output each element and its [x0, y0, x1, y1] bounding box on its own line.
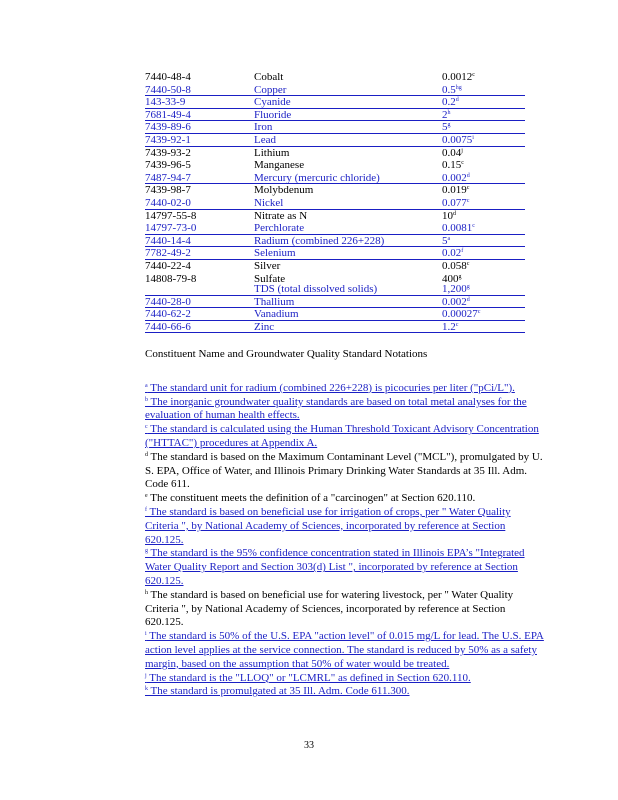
table-row: [145, 210, 525, 223]
standard-value: [442, 84, 462, 97]
cas-number: 143-33-9: [145, 96, 186, 109]
cas-number: 7439-89-6: [145, 121, 191, 134]
cas-number: 7439-96-5: [145, 159, 191, 172]
notation-mark: c: [472, 223, 475, 230]
standard-value: [442, 210, 456, 223]
cas-number: 14797-73-0: [145, 222, 197, 235]
constituent-name: Silver: [254, 259, 281, 272]
standard-value-text: 2: [442, 108, 448, 121]
standard-value: [442, 184, 469, 197]
standard-value-text: 0.15: [442, 159, 462, 172]
footnote-text: The standard is 50% of the U.S. EPA "action level" of 0.015 mg/L for lead. The U.S. EPA action level applies at the service connection. The standard is reduced by 50% as a safety margin, based on the assumption that 50% of water would be treated.: [145, 630, 544, 670]
table-row: [145, 260, 525, 273]
footnote: [145, 630, 545, 671]
footnote-mark: d: [145, 451, 148, 458]
footnote: [145, 451, 545, 492]
notation-mark: g: [458, 273, 462, 280]
footnote: [145, 589, 545, 630]
standard-value-text: 0.002: [442, 295, 467, 308]
standard-value: [442, 235, 450, 248]
table-row: [145, 84, 525, 97]
notation-mark: h: [447, 109, 451, 116]
cas-number: 7439-93-2: [145, 146, 191, 159]
standard-value: [442, 71, 475, 84]
notation-mark: d: [466, 172, 470, 179]
notation-mark: c: [466, 197, 470, 204]
constituent-name: Vanadium: [254, 308, 299, 321]
footnote: [145, 396, 545, 424]
standard-value-text: 0.002: [442, 171, 467, 184]
footnote-text: The constituent meets the definition of a "carcinogen" at Section 620.110.: [147, 492, 476, 505]
footnote: [145, 547, 545, 588]
cas-number: 14797-55-8: [145, 209, 197, 222]
standard-value-text: 1,200: [442, 283, 467, 296]
footnote-mark: g: [145, 548, 148, 555]
standard-value-text: 0.2: [442, 96, 456, 109]
standard-value: [442, 134, 474, 147]
cas-number: 7681-49-4: [145, 108, 191, 121]
table-row: [145, 184, 525, 197]
footnote-text: The standard is based on the Maximum Contaminant Level ("MCL"), promulgated by U. S. EPA, Office of Water, and Illinois Primary Drinking Water Standards at 35 Ill. Adm. Code 611.: [145, 450, 543, 491]
constituent-name: Manganese: [254, 159, 305, 172]
standard-value-text: 5: [442, 121, 448, 134]
footnote-text: The standard is the 95% confidence concentration stated in Illinois EPA’s "Integrated Water Quality Report and Section 303(d) List ", incorporated by reference at Section 620.125.: [145, 547, 525, 587]
constituent-name: Lithium: [254, 146, 290, 159]
standard-value-text: 0.0012: [442, 71, 473, 83]
notation-mark: d: [453, 210, 456, 217]
constituent-name: TDS (total dissolved solids): [254, 283, 378, 296]
notation-mark: i: [472, 134, 474, 141]
table-row: [145, 197, 525, 210]
standard-value-text: 0.0081: [442, 222, 473, 235]
notation-mark: g: [447, 122, 451, 129]
standard-value-text: 0.0075: [442, 133, 473, 146]
table-row: [145, 296, 525, 309]
constituent-name: Nitrate as N: [254, 209, 308, 222]
footnote-mark: j: [145, 672, 147, 679]
footnote-mark: c: [145, 424, 148, 431]
standard-value: [442, 260, 469, 273]
standard-value-text: 0.058: [442, 259, 467, 272]
footnote-mark: h: [145, 589, 148, 596]
standard-value-text: 0.02: [442, 247, 462, 260]
cas-number: 7439-92-1: [145, 133, 191, 146]
constituent-name: Radium (combined 226+228): [254, 234, 385, 247]
standard-value-text: 0.00027: [442, 308, 478, 321]
standard-value-text: 5: [442, 234, 448, 247]
table-row: [145, 71, 525, 84]
constituent-name: Iron: [254, 121, 273, 134]
standard-value-text: 10: [442, 209, 453, 222]
constituent-name: Fluoride: [254, 108, 292, 121]
notation-mark: c: [466, 185, 470, 192]
constituent-name: Mercury (mercuric chloride): [254, 171, 380, 184]
table-row: [145, 321, 525, 334]
standard-value-text: 0.077: [442, 196, 467, 209]
constituent-name: Molybdenum: [254, 184, 314, 197]
footnote-mark: e: [145, 493, 148, 500]
cas-number: 7440-66-6: [145, 320, 191, 333]
constituent-table: [145, 71, 525, 333]
notation-mark: d: [455, 97, 459, 104]
footnote-text: The standard is based on beneficial use for watering livestock, per " Water Quality Criteria ", by National Academy of Sciences, incorporated by reference at Section 620.125.: [145, 588, 514, 629]
standard-value: [442, 283, 470, 296]
constituent-name: Cyanide: [254, 96, 291, 109]
table-row: [145, 109, 525, 122]
page-number: 33: [304, 740, 314, 751]
notation-mark: j: [461, 147, 463, 154]
cas-number: 7782-49-2: [145, 247, 191, 260]
standard-value-text: 0.019: [442, 184, 467, 197]
footnote-mark: k: [145, 686, 148, 693]
footnote: [145, 492, 545, 506]
footnote: [145, 506, 545, 547]
notation-mark: a: [447, 235, 451, 242]
table-row: [145, 159, 525, 172]
footnote-text: The standard is promulgated at 35 Ill. Adm. Code 611.300.: [148, 685, 410, 698]
notation-mark: c: [472, 72, 475, 78]
constituent-name: Nickel: [254, 196, 284, 209]
cas-number: 7440-14-4: [145, 234, 191, 247]
notation-mark: g: [466, 284, 470, 291]
standard-value: [442, 296, 470, 309]
footnote: [145, 672, 545, 686]
cas-number: 7440-02-0: [145, 196, 191, 209]
constituent-name: Cobalt: [254, 71, 284, 83]
notation-mark: c: [455, 321, 459, 328]
standard-value: [442, 96, 459, 109]
constituent-name: Selenium: [254, 247, 296, 260]
constituent-name: Sulfate: [254, 272, 286, 285]
footnote-text: The standard is the "LLOQ" or "LCMRL" as defined in Section 620.110.: [146, 671, 471, 684]
notations-section: [145, 348, 545, 699]
table-row: [145, 134, 525, 147]
standard-value: [442, 121, 451, 134]
footnote-text: The standard is calculated using the Human Threshold Toxicant Advisory Concentration ("HTTAC") procedures at Appendix A.: [145, 423, 539, 449]
notation-mark: d: [466, 296, 470, 303]
standard-value: [442, 147, 463, 160]
cas-number: 7440-50-8: [145, 83, 191, 96]
standard-value-text: 1.2: [442, 320, 456, 333]
notation-mark: hg: [455, 84, 462, 91]
standard-value: [442, 247, 463, 260]
table-row: [145, 308, 525, 321]
cas-number: 7487-94-7: [145, 171, 191, 184]
notes-list: [145, 382, 545, 699]
footnote: [145, 685, 545, 699]
constituent-name: Zinc: [254, 320, 275, 333]
notations-heading: Constituent Name and Groundwater Quality Standard Notations: [145, 348, 428, 360]
standard-value: [442, 109, 451, 122]
footnote-text: The inorganic groundwater quality standards are based on total metal analyses for the evaluation of human health effects.: [145, 395, 527, 422]
footnote-mark: a: [145, 382, 148, 389]
table-row: [145, 172, 525, 185]
cas-number: 7440-62-2: [145, 308, 191, 321]
cas-number: 7440-28-0: [145, 295, 191, 308]
standard-value: [442, 197, 469, 210]
constituent-name: Lead: [254, 133, 276, 146]
cas-number: 7439-98-7: [145, 184, 191, 197]
cas-number: 7440-48-4: [145, 71, 191, 83]
table-row: [145, 147, 525, 160]
notation-mark: f: [461, 248, 464, 255]
notation-mark: c: [461, 160, 464, 167]
footnote-mark: b: [145, 396, 148, 403]
table-row: [145, 235, 525, 248]
standard-value-text: 0.04: [442, 146, 462, 159]
cas-number: 7440-22-4: [145, 259, 191, 272]
footnote-mark: f: [145, 506, 147, 513]
notation-mark: c: [477, 309, 481, 316]
constituent-name: Perchlorate: [254, 222, 305, 235]
standard-value-text: 400: [442, 272, 459, 285]
standard-value: [442, 308, 480, 321]
standard-value: [442, 222, 475, 235]
footnote: [145, 423, 545, 451]
table-row: [145, 96, 525, 109]
table-row: [145, 247, 525, 260]
footnote-text: The standard is based on beneficial use for irrigation of crops, per " Water Quality Criteria ", by National Academy of Sciences, incorporated by reference at Section 620.125.: [145, 505, 511, 546]
notation-mark: c: [466, 260, 470, 267]
standard-value: [442, 172, 470, 185]
table-row: [145, 121, 525, 134]
table-row: [145, 222, 525, 235]
standard-value: [442, 321, 458, 334]
footnote-text: The standard unit for radium (combined 226+228) is picocuries per liter ("pCi/L").: [147, 381, 515, 394]
table-row: [145, 283, 525, 296]
footnote-mark: i: [145, 631, 147, 638]
constituent-name: Copper: [254, 83, 287, 96]
standard-value-text: 0.5: [442, 83, 456, 96]
constituent-name: Thallium: [254, 295, 295, 308]
cas-number: 14808-79-8: [145, 272, 197, 285]
footnote: [145, 382, 545, 396]
standard-value: [442, 159, 464, 172]
